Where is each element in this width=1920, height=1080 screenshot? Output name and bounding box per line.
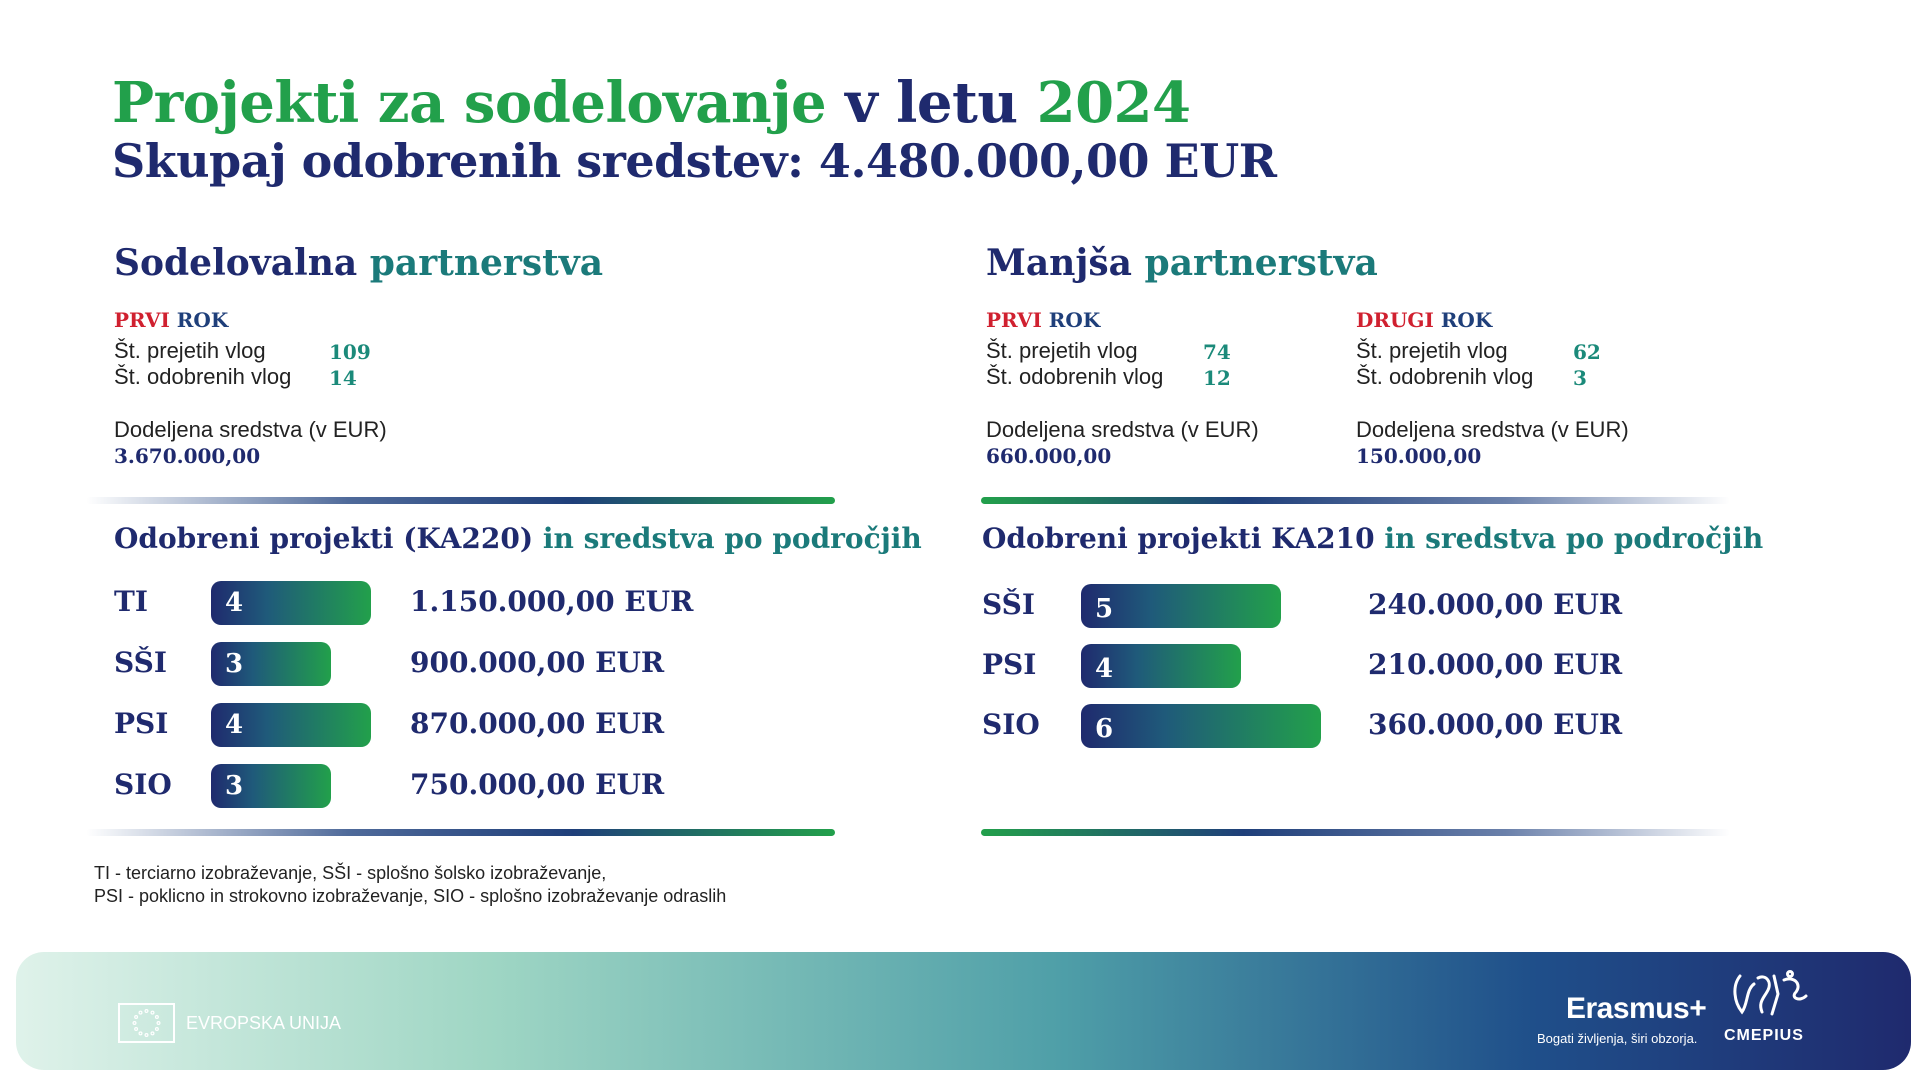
right-chart-heading-part2: in sredstva po področjih	[1384, 522, 1764, 555]
right-rok2-approved-value: 3	[1573, 366, 1587, 390]
eu-label: EVROPSKA UNIJA	[186, 1013, 342, 1033]
bar-category-label: TI	[114, 585, 148, 618]
title-part2: v letu	[845, 70, 1018, 136]
bar-category-label: PSI	[114, 707, 169, 740]
footnote-line2: PSI - poklicno in strokovno izobraževanje, SIO - splošno izobraževanje odraslih	[94, 886, 727, 906]
bar-amount-label: 870.000,00 EUR	[410, 707, 665, 740]
erasmus-tagline: Bogati življenja, širi obzorja.	[1537, 1031, 1698, 1046]
bar-value-label: 5	[1095, 594, 1114, 624]
bar	[1081, 704, 1321, 748]
right-rok1-approved-label: Št. odobrenih vlog	[986, 364, 1164, 389]
footnote-line1: TI - terciarno izobraževanje, SŠI - splošno šolsko izobraževanje,	[94, 863, 607, 883]
right-rok2-alloc-label: Dodeljena sredstva (v EUR)	[1356, 417, 1629, 442]
left-section-title	[114, 242, 603, 284]
eu-stars-icon	[120, 1005, 173, 1041]
bar-value-label: 3	[225, 649, 244, 679]
right-chart-heading-part1: Odobreni projekti KA210	[982, 522, 1375, 555]
rok-label-blue: ROK	[176, 308, 229, 332]
bar-value-label: 4	[225, 710, 244, 740]
right-section-title	[986, 242, 1378, 284]
bar-amount-label: 750.000,00 EUR	[410, 768, 665, 801]
bar-amount-label: 900.000,00 EUR	[410, 646, 665, 679]
bar-value-label: 3	[225, 771, 244, 801]
right-rok1-alloc-label: Dodeljena sredstva (v EUR)	[986, 417, 1259, 442]
right-rok1-alloc-value: 660.000,00	[986, 444, 1112, 468]
page-title	[112, 70, 1190, 136]
right-divider-bottom	[981, 829, 1730, 836]
right-rok1-received-value: 74	[1203, 340, 1231, 364]
left-title-part2: partnerstva	[369, 242, 604, 284]
rok-label-red: PRVI	[114, 308, 170, 332]
right-rok1-heading	[986, 308, 1100, 332]
right-rok2-received-value: 62	[1573, 340, 1601, 364]
left-chart-heading-part2: in sredstva po področjih	[542, 522, 922, 555]
left-divider-top	[86, 497, 835, 504]
rok-label-blue: ROK	[1048, 308, 1101, 332]
left-approved-label: Št. odobrenih vlog	[114, 364, 292, 389]
left-rok1-heading	[114, 308, 228, 332]
bar-category-label: SIO	[114, 768, 172, 801]
left-received-value: 109	[329, 340, 371, 364]
right-divider-top	[981, 497, 1730, 504]
left-chart-heading	[114, 522, 922, 555]
left-title-part1: Sodelovalna	[114, 242, 358, 284]
bar-amount-label: 360.000,00 EUR	[1368, 708, 1623, 741]
bar-amount-label: 210.000,00 EUR	[1368, 648, 1623, 681]
left-approved-value: 14	[329, 366, 357, 390]
erasmus-logo-text: Erasmus+	[1566, 992, 1707, 1025]
right-title-part2: partnerstva	[1144, 242, 1378, 284]
bar-amount-label: 240.000,00 EUR	[1368, 588, 1623, 621]
title-part1: Projekti za sodelovanje	[112, 70, 827, 136]
rok-label-red: PRVI	[986, 308, 1042, 332]
bar-category-label: SIO	[982, 708, 1040, 741]
bar-category-label: SŠI	[114, 646, 167, 679]
right-rok2-received-label: Št. prejetih vlog	[1356, 338, 1508, 363]
bar-category-label: PSI	[982, 648, 1037, 681]
title-year: 2024	[1036, 70, 1191, 136]
bar-value-label: 4	[1095, 654, 1114, 684]
left-alloc-value: 3.670.000,00	[114, 444, 261, 468]
bar-amount-label: 1.150.000,00 EUR	[410, 585, 694, 618]
right-chart-heading	[982, 522, 1763, 555]
right-rok2-approved-label: Št. odobrenih vlog	[1356, 364, 1534, 389]
left-chart-heading-part1: Odobreni projekti (KA220)	[114, 522, 534, 555]
bar-value-label: 4	[225, 588, 244, 618]
left-alloc-label: Dodeljena sredstva (v EUR)	[114, 417, 387, 442]
right-rok1-approved-value: 12	[1203, 366, 1231, 390]
bar-value-label: 6	[1095, 714, 1114, 744]
left-received-label: Št. prejetih vlog	[114, 338, 266, 363]
cmepius-text: CMEPIUS	[1724, 1027, 1804, 1044]
right-rok1-received-label: Št. prejetih vlog	[986, 338, 1138, 363]
right-title-part1: Manjša	[986, 242, 1132, 284]
bar-category-label: SŠI	[982, 588, 1035, 621]
page-subtitle: Skupaj odobrenih sredstev: 4.480.000,00 EUR	[112, 134, 1277, 188]
rok-label-blue: ROK	[1440, 308, 1493, 332]
right-rok2-heading	[1356, 308, 1492, 332]
eu-flag-icon	[118, 1003, 175, 1043]
left-divider-bottom	[86, 829, 835, 836]
right-rok2-alloc-value: 150.000,00	[1356, 444, 1482, 468]
rok-label-red: DRUGI	[1356, 308, 1434, 332]
cmepius-logo-icon	[1728, 968, 1812, 1024]
